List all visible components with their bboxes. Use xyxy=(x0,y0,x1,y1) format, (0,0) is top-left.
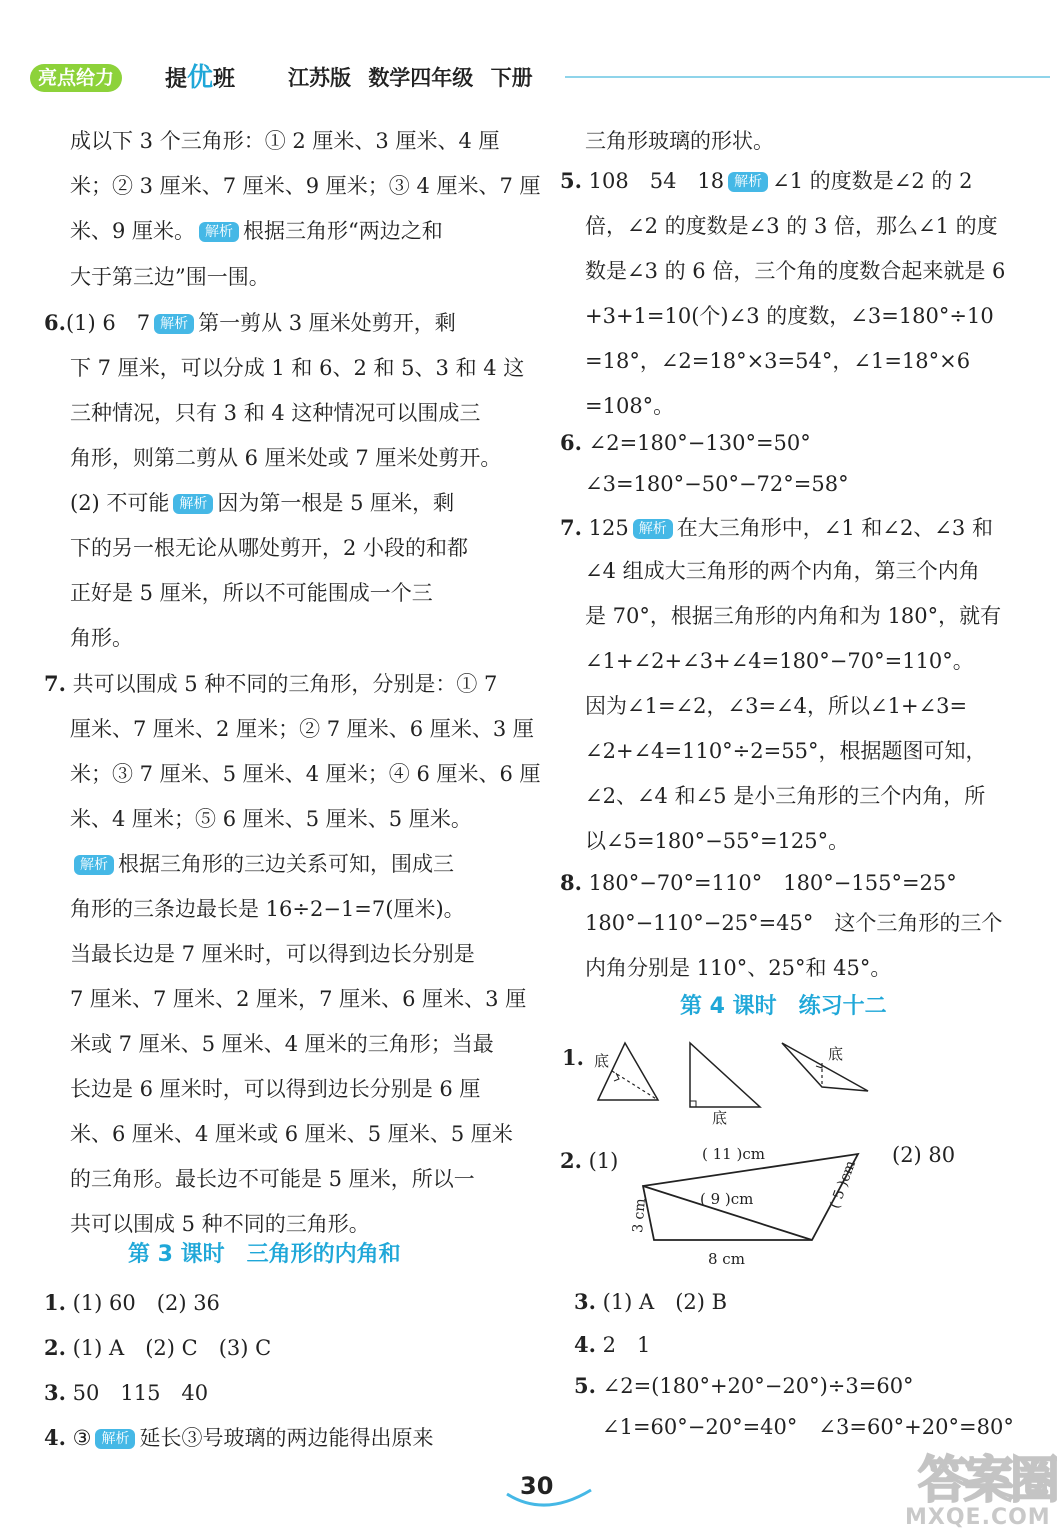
fig-label-diagonal: ( 9 )cm xyxy=(700,1190,754,1208)
text-line: 因为∠1=∠2，∠3=∠4，所以∠1+∠3= xyxy=(585,694,968,718)
lesson4-q2-part2: (2) 80 xyxy=(892,1143,956,1167)
text-line: 是 70°，根据三角形的内角和为 180°，就有 xyxy=(585,604,1002,628)
text-line: 以∠5=180°−55°=125°。 xyxy=(585,829,850,853)
text-line: 倍，∠2 的度数是∠3 的 3 倍，那么∠1 的度 xyxy=(585,214,998,238)
question-8-right: 8. 180°−70°=110° 180°−155°=25° xyxy=(560,870,957,895)
text-line: 的三角形。最长边不可能是 5 厘米，所以一 xyxy=(70,1167,475,1191)
text-line: 大于第三边”围一围。 xyxy=(70,265,270,289)
text-line: 厘米、7 厘米、2 厘米；② 7 厘米、6 厘米、3 厘 xyxy=(70,717,534,741)
question-7-right: 7. 125 解析 在大三角形中，∠1 和∠2、∠3 和 xyxy=(560,515,993,540)
section-title-lesson-3: 第 3 课时 三角形的内角和 xyxy=(128,1242,401,1267)
text-line: 三角形玻璃的形状。 xyxy=(585,129,774,153)
lesson4-q4: 4. 2 1 xyxy=(574,1332,651,1357)
text-line: 米、6 厘米、4 厘米或 6 厘米、5 厘米、5 厘米 xyxy=(70,1122,513,1146)
text-line: 米、4 厘米；⑤ 6 厘米、5 厘米、5 厘米。 xyxy=(70,807,472,831)
lesson3-q3: 3. 50 115 40 xyxy=(44,1380,209,1405)
text-line: ∠1+∠2+∠3+∠4=180°−70°=110°。 xyxy=(585,649,974,673)
text-line: 长边是 6 厘米时，可以得到边长分别是 6 厘 xyxy=(70,1077,481,1101)
header-rule xyxy=(565,76,1050,78)
page-header xyxy=(30,62,1020,96)
series-title: 提优班 xyxy=(165,63,236,93)
page-number: 30 xyxy=(520,1472,554,1500)
section-title-lesson-4: 第 4 课时 练习十二 xyxy=(680,994,887,1019)
text-line: =18°，∠2=18°×3=54°，∠1=18°×6 xyxy=(585,349,971,373)
text-line: ∠2、∠4 和∠5 是小三角形的三个内角，所 xyxy=(585,784,986,808)
text-line: 180°−110°−25°=45° 这个三角形的三个 xyxy=(585,911,1003,935)
text-line: 米；② 3 厘米、7 厘米、9 厘米；③ 4 厘米、7 厘 xyxy=(70,174,541,198)
text-line: +3+1=10(个)∠3 的度数，∠3=180°÷10 xyxy=(585,304,994,328)
text-line: (2) 不可能 解析 因为第一根是 5 厘米，剩 xyxy=(70,491,455,515)
text-line: 下的另一根无论从哪处剪开，2 小段的和都 xyxy=(70,536,469,560)
text-line: 米；③ 7 厘米、5 厘米、4 厘米；④ 6 厘米、6 厘 xyxy=(70,762,541,786)
fig-label-top: ( 11 )cm xyxy=(702,1145,765,1163)
lesson4-q5: 5. ∠2=(180°+20°−20°)÷3=60° xyxy=(574,1373,914,1398)
lesson3-q2: 2. (1) A (2) C (3) C xyxy=(44,1335,272,1360)
analysis-tag: 解析 xyxy=(95,1429,135,1449)
fig-label-left: 3 cm xyxy=(629,1197,649,1234)
text-line: =108°。 xyxy=(585,394,675,418)
question-6-right: 6. ∠2=180°−130°=50° xyxy=(560,430,811,455)
book-info: 江苏版 数学四年级 下册 xyxy=(288,66,533,90)
lesson3-q1: 1. (1) 60 (2) 36 xyxy=(44,1290,220,1315)
text-line: 当最长边是 7 厘米时，可以得到边长分别是 xyxy=(70,942,475,966)
base-label: 底 xyxy=(712,1109,728,1127)
triangle-figures xyxy=(590,1035,920,1130)
text-line: ∠1=60°−20°=40° ∠3=60°+20°=80° xyxy=(602,1415,1014,1439)
analysis-tag: 解析 xyxy=(74,855,114,875)
lesson4-q2: 2. (1) xyxy=(560,1148,619,1173)
text-line: ∠2+∠4=110°÷2=55°，根据题图可知， xyxy=(585,739,987,763)
watermark-logo: 答案圈 xyxy=(918,1451,1056,1509)
text-line: 下 7 厘米，可以分成 1 和 6、2 和 5、3 和 4 这 xyxy=(70,356,525,380)
text-line: 三种情况，只有 3 和 4 这种情况可以围成三 xyxy=(70,401,481,425)
text-line: 角形的三条边最长是 16÷2−1=7(厘米)。 xyxy=(70,897,465,921)
question-6: 6.(1) 6 7 解析 第一剪从 3 厘米处剪开，剩 xyxy=(44,310,456,335)
lesson4-q3: 3. (1) A (2) B xyxy=(574,1289,728,1314)
text-line: 角形，则第二剪从 6 厘米处或 7 厘米处剪开。 xyxy=(70,446,502,470)
lesson4-q1: 1. xyxy=(562,1045,584,1070)
analysis-tag: 解析 xyxy=(173,494,213,514)
analysis-tag: 解析 xyxy=(728,172,768,192)
text-line: 内角分别是 110°、25°和 45°。 xyxy=(585,956,892,980)
watermark-url: MXQE.COM xyxy=(905,1505,1051,1530)
base-label: 底 xyxy=(594,1052,610,1070)
analysis-tag: 解析 xyxy=(154,314,194,334)
question-7: 7. 共可以围成 5 种不同的三角形，分别是：① 7 xyxy=(44,671,498,696)
text-line: 成以下 3 个三角形：① 2 厘米、3 厘米、4 厘 xyxy=(70,129,500,153)
text-line: 共可以围成 5 种不同的三角形。 xyxy=(70,1212,370,1236)
fig-label-bottom: 8 cm xyxy=(708,1250,745,1268)
text-line: 7 厘米、7 厘米、2 厘米，7 厘米、6 厘米、3 厘 xyxy=(70,987,527,1011)
question-5: 5. 108 54 18 解析 ∠1 的度数是∠2 的 2 xyxy=(560,168,973,193)
brand-badge: 亮点给力 xyxy=(30,64,122,92)
text-line: ∠4 组成大三角形的两个内角，第三个内角 xyxy=(585,559,980,583)
analysis-tag: 解析 xyxy=(199,222,239,242)
text-line: 米、9 厘米。 解析 根据三角形“两边之和 xyxy=(70,219,443,243)
base-label: 底 xyxy=(828,1045,844,1063)
text-line: ∠3=180°−50°−72°=58° xyxy=(585,472,849,496)
text-line: 角形。 xyxy=(70,626,133,650)
fig-label-right: ( 5 )cm xyxy=(826,1158,860,1211)
text-line: 数是∠3 的 6 倍，三个角的度数合起来就是 6 xyxy=(585,259,1006,283)
analysis-tag: 解析 xyxy=(633,519,673,539)
text-line: 正好是 5 厘米，所以不可能围成一个三 xyxy=(70,581,433,605)
text-line: 解析 根据三角形的三边关系可知，围成三 xyxy=(70,849,454,879)
lesson3-q4: 4. ③ 解析 延长③号玻璃的两边能得出原来 xyxy=(44,1425,434,1450)
text-line: 米或 7 厘米、5 厘米、4 厘米的三角形；当最 xyxy=(70,1032,494,1056)
